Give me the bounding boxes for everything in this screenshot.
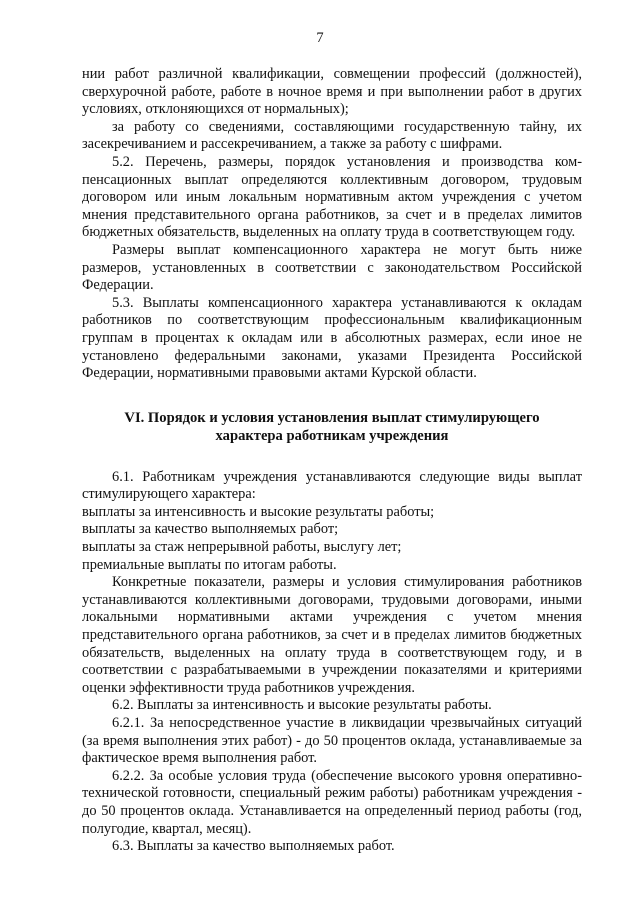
section-heading-line-2: характера работникам учреждения — [215, 427, 449, 444]
paragraph-6-2: 6.2. Выплаты за интенсивность и высокие результаты работы. — [112, 697, 492, 714]
paragraph-state-secret: за работу со сведениями, составляющими государственную тайну, их засекречиванием и рассекречиванием, а также за работу с шифрами. — [82, 118, 582, 153]
paragraph-6-2-2: 6.2.2. За особые условия труда (обеспечение высокого уровня оперативно-технической готовности, специальный режим работы) работникам учреждения - до 50 процентов оклада. Устанавливается на определенный период работы (год, полугодие, квартал, месяц). — [82, 767, 582, 837]
document-body — [82, 66, 582, 856]
paragraph-5-1-continuation: нии работ различной квалификации, совмещении профессий (должностей), сверхурочной работе, работе в ночное время и при выполнении работ в других условиях, отклоняющихся от нормальных); — [82, 66, 582, 118]
paragraph-5-2: 5.2. Перечень, размеры, порядок установления и производства компенсационных выплат определяются коллективным договором, трудовым договором или иным локальным нормативным актом учреждения с учетом мнения представительного органа работников, за счет и в пределах лимитов бюджетных обязательств, выделенных на оплату труда в соответствующем году. — [82, 153, 582, 241]
section-heading — [82, 409, 582, 445]
list-item-intensity: выплаты за интенсивность и высокие результаты работы; — [82, 503, 435, 520]
paragraph-6-2-1: 6.2.1. За непосредственное участие в ликвидации чрезвычайных ситуаций (за время выполнения этих работ) - до 50 процентов оклада, устанавливаемые за фактическое время выполнения работ. — [82, 715, 582, 767]
paragraph-5-3: 5.3. Выплаты компенсационного характера устанавливаются к окладам работников по соответствующим профессиональным квалификационным группам в процентах к окладам или в абсолютных размерах, если иное не установлено федеральными законами, указами Президента Российской Федерации, нормативными правовыми актами Курской области. — [82, 294, 582, 382]
paragraph-6-1: 6.1. Работникам учреждения устанавливаются следующие виды выплат стимулирующего характера: — [82, 468, 582, 503]
page-number: 7 — [316, 30, 324, 46]
paragraph-indicators: Конкретные показатели, размеры и условия стимулирования работников устанавливаются коллективными договорами, трудовыми договорами, иными локальными нормативными актами учреждения с учетом мнения представительного органа работников, за счет и в пределах лимитов бюджетных обязательств, выделенных на оплату труда в соответствующем году, и в соответствии с разрабатываемыми в учреждении показателями и критериями оценки эффективности труда работников учреждения. — [82, 574, 582, 696]
list-item-quality: выплаты за качество выполняемых работ; — [82, 521, 339, 538]
list-item-seniority: выплаты за стаж непрерывной работы, выслугу лет; — [82, 539, 402, 556]
section-heading-line-1: VI. Порядок и условия установления выплат стимулирующего — [124, 409, 540, 426]
paragraph-compensation-size: Размеры выплат компенсационного характера не могут быть ниже размеров, установленных в соответствии с законодательством Российской Федерации. — [82, 241, 582, 294]
list-item-bonus: премиальные выплаты по итогам работы. — [82, 556, 337, 573]
paragraph-6-3: 6.3. Выплаты за качество выполняемых работ. — [112, 838, 395, 855]
